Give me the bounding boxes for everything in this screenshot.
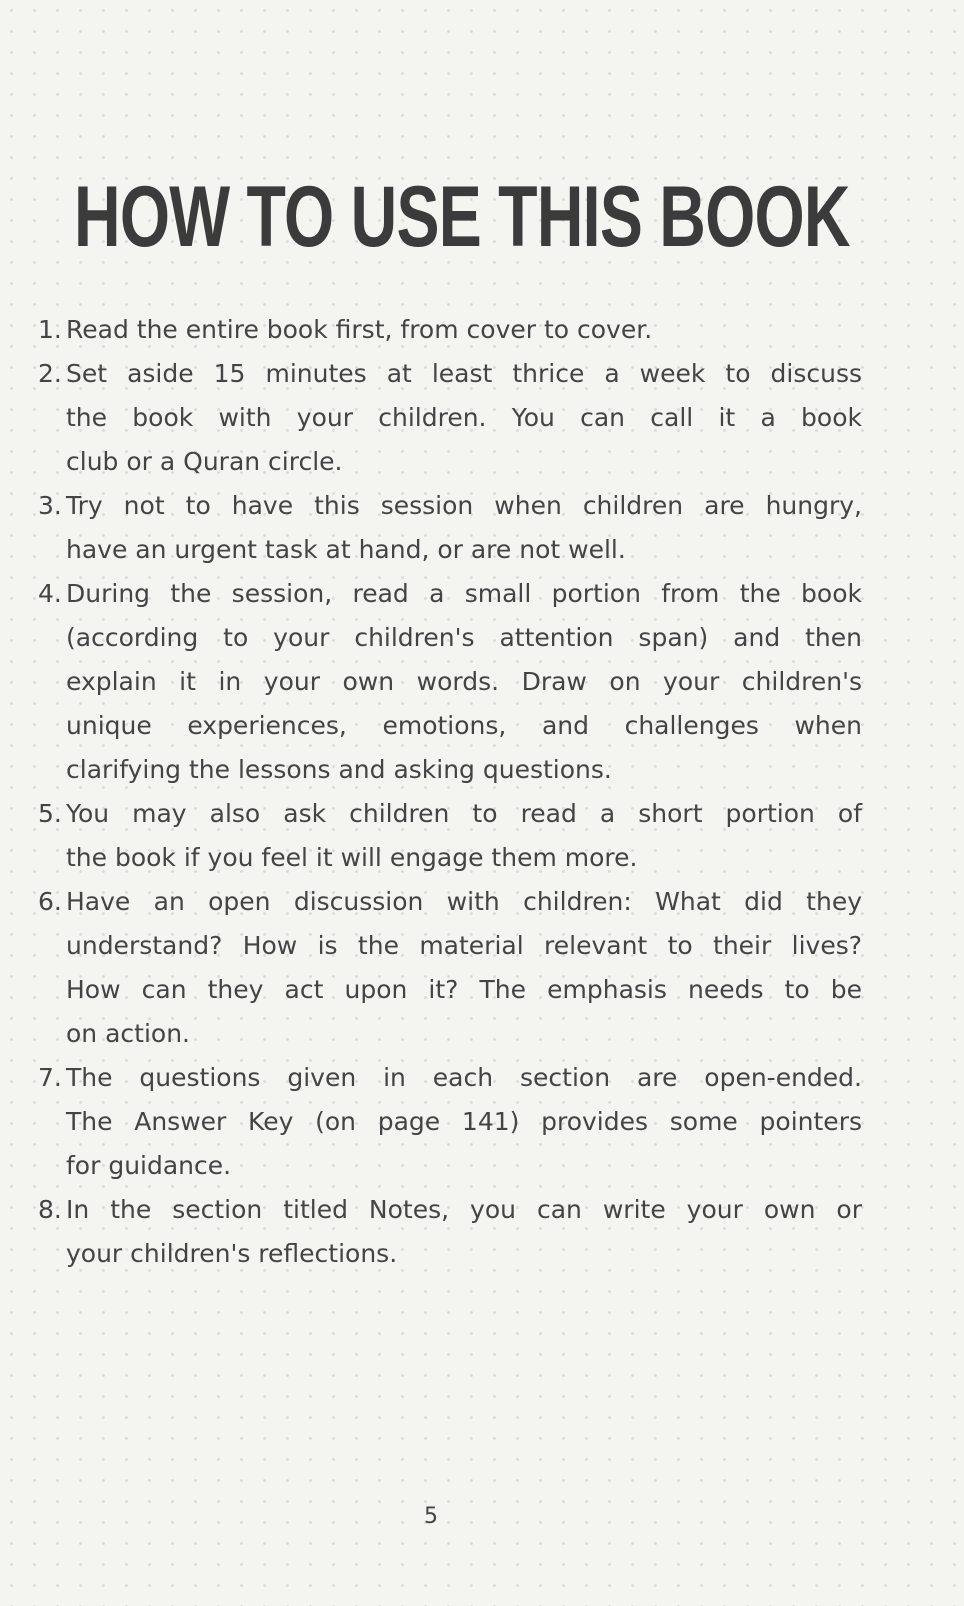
item-text-line: How can they act upon it? The emphasis needs to be <box>66 975 862 1004</box>
item-text-line: The Answer Key (on page 141) provides some pointers <box>66 1107 862 1136</box>
item-number: 3. <box>38 491 62 520</box>
item-text-line: on action. <box>66 1019 190 1048</box>
item-text-line: the book with your children. You can call it a book <box>66 403 862 432</box>
item-text-line: for guidance. <box>66 1151 232 1180</box>
page-title: HOW TO USE THIS BOOK <box>74 169 850 265</box>
item-text-line: The questions given in each section are open-ended. <box>66 1063 862 1092</box>
list-item <box>38 308 862 352</box>
item-text-line: have an urgent task at hand, or are not well. <box>66 535 626 564</box>
item-text-line: your children's reflections. <box>66 1239 398 1268</box>
item-text-line: Try not to have this session when children are hungry, <box>66 491 862 520</box>
item-text-line: (according to your children's attention span) and then <box>66 623 862 652</box>
list-item <box>38 792 862 880</box>
list-item <box>38 484 862 572</box>
item-number: 1. <box>38 315 62 344</box>
item-text-line: the book if you feel it will engage them more. <box>66 843 638 872</box>
item-number: 4. <box>38 579 62 608</box>
list-item <box>38 572 862 792</box>
item-text-line: Read the entire book first, from cover to cover. <box>66 315 653 344</box>
list-item <box>38 1056 862 1188</box>
item-text-line: You may also ask children to read a short portion of <box>66 799 862 828</box>
list-item <box>38 352 862 484</box>
item-number: 7. <box>38 1063 62 1092</box>
item-number: 2. <box>38 359 62 388</box>
list-item <box>38 880 862 1056</box>
item-number: 6. <box>38 887 62 916</box>
page-number: 5 <box>424 1504 438 1529</box>
item-text-line: club or a Quran circle. <box>66 447 343 476</box>
list-item <box>38 1188 862 1276</box>
instruction-list <box>38 308 862 1276</box>
item-text-line: unique experiences, emotions, and challenges when <box>66 711 862 740</box>
item-text-line: Have an open discussion with children: What did they <box>66 887 862 916</box>
item-number: 8. <box>38 1195 62 1224</box>
item-text-line: clarifying the lessons and asking questions. <box>66 755 612 784</box>
item-number: 5. <box>38 799 62 828</box>
item-text-line: Set aside 15 minutes at least thrice a week to discuss <box>66 359 862 388</box>
item-text-line: explain it in your own words. Draw on your children's <box>66 667 862 696</box>
item-text-line: In the section titled Notes, you can write your own or <box>66 1195 862 1224</box>
item-text-line: understand? How is the material relevant to their lives? <box>66 931 862 960</box>
item-text-line: During the session, read a small portion from the book <box>66 579 862 608</box>
